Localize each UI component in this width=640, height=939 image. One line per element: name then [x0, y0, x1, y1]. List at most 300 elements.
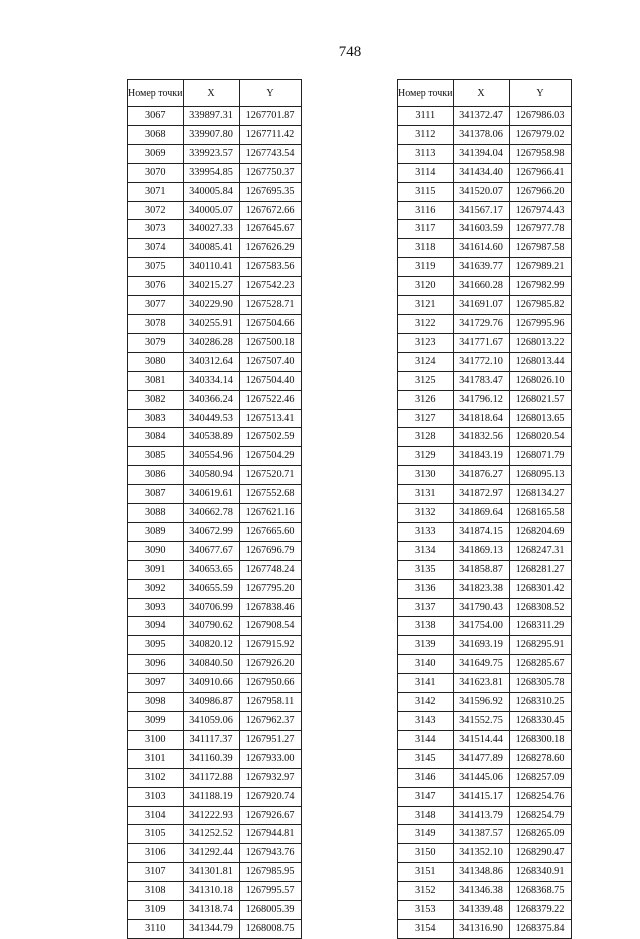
point-number-cell: 3097 — [128, 674, 184, 693]
table-row — [398, 485, 572, 504]
table-row — [128, 636, 302, 655]
table-row — [398, 882, 572, 901]
x-cell: 340655.59 — [183, 579, 239, 598]
point-number-cell: 3140 — [398, 655, 454, 674]
y-cell: 1268013.65 — [509, 409, 571, 428]
table-row — [398, 674, 572, 693]
y-cell: 1267513.41 — [239, 409, 301, 428]
point-number-cell: 3098 — [128, 693, 184, 712]
point-number-cell: 3076 — [128, 277, 184, 296]
point-number-cell: 3145 — [398, 749, 454, 768]
x-cell: 340286.28 — [183, 333, 239, 352]
y-cell: 1268265.09 — [509, 825, 571, 844]
y-cell: 1267504.40 — [239, 371, 301, 390]
point-number-cell: 3136 — [398, 579, 454, 598]
y-cell: 1267989.21 — [509, 258, 571, 277]
x-cell: 341310.18 — [183, 882, 239, 901]
point-number-cell: 3139 — [398, 636, 454, 655]
table-row — [398, 201, 572, 220]
table-row — [128, 844, 302, 863]
x-cell: 341172.88 — [183, 768, 239, 787]
table-row — [398, 371, 572, 390]
table-row — [398, 144, 572, 163]
point-number-cell: 3092 — [128, 579, 184, 598]
x-cell: 340677.67 — [183, 541, 239, 560]
x-cell: 341843.19 — [453, 447, 509, 466]
x-cell: 341869.64 — [453, 504, 509, 523]
point-number-cell: 3137 — [398, 598, 454, 617]
x-cell: 341514.44 — [453, 730, 509, 749]
y-cell: 1268310.25 — [509, 693, 571, 712]
table-row — [128, 352, 302, 371]
point-number-cell: 3126 — [398, 390, 454, 409]
x-cell: 341316.90 — [453, 919, 509, 938]
header-x: X — [453, 80, 509, 107]
table-row — [128, 882, 302, 901]
point-number-cell: 3138 — [398, 617, 454, 636]
point-number-cell: 3151 — [398, 863, 454, 882]
x-cell: 340820.12 — [183, 636, 239, 655]
y-cell: 1268257.09 — [509, 768, 571, 787]
point-number-cell: 3120 — [398, 277, 454, 296]
page-number: 748 — [338, 44, 362, 60]
y-cell: 1268071.79 — [509, 447, 571, 466]
point-number-cell: 3102 — [128, 768, 184, 787]
y-cell: 1267701.87 — [239, 107, 301, 126]
y-cell: 1268295.91 — [509, 636, 571, 655]
table-body-left — [128, 107, 302, 939]
x-cell: 339907.80 — [183, 125, 239, 144]
x-cell: 341876.27 — [453, 466, 509, 485]
table-row — [398, 598, 572, 617]
x-cell: 341567.17 — [453, 201, 509, 220]
point-number-cell: 3075 — [128, 258, 184, 277]
x-cell: 341649.75 — [453, 655, 509, 674]
x-cell: 341772.10 — [453, 352, 509, 371]
table-row — [398, 579, 572, 598]
y-cell: 1267696.79 — [239, 541, 301, 560]
x-cell: 341869.13 — [453, 541, 509, 560]
x-cell: 341378.06 — [453, 125, 509, 144]
table-row — [398, 352, 572, 371]
point-number-cell: 3107 — [128, 863, 184, 882]
x-cell: 341693.19 — [453, 636, 509, 655]
x-cell: 340085.41 — [183, 239, 239, 258]
x-cell: 341394.04 — [453, 144, 509, 163]
point-number-cell: 3150 — [398, 844, 454, 863]
table-header-row — [398, 80, 572, 107]
table-row — [398, 693, 572, 712]
table-row — [398, 636, 572, 655]
table-row — [398, 863, 572, 882]
y-cell: 1268301.42 — [509, 579, 571, 598]
x-cell: 341059.06 — [183, 712, 239, 731]
x-cell: 341348.86 — [453, 863, 509, 882]
y-cell: 1267920.74 — [239, 787, 301, 806]
y-cell: 1268134.27 — [509, 485, 571, 504]
table-row — [398, 314, 572, 333]
y-cell: 1267951.27 — [239, 730, 301, 749]
y-cell: 1267979.02 — [509, 125, 571, 144]
point-number-cell: 3143 — [398, 712, 454, 731]
table-row — [128, 712, 302, 731]
table-row — [128, 258, 302, 277]
point-number-cell: 3105 — [128, 825, 184, 844]
x-cell: 340334.14 — [183, 371, 239, 390]
x-cell: 340366.24 — [183, 390, 239, 409]
table-row — [398, 541, 572, 560]
point-number-cell: 3117 — [398, 220, 454, 239]
y-cell: 1267583.56 — [239, 258, 301, 277]
table-row — [128, 504, 302, 523]
table-row — [128, 825, 302, 844]
table-row — [398, 712, 572, 731]
y-cell: 1268305.78 — [509, 674, 571, 693]
x-cell: 340005.84 — [183, 182, 239, 201]
point-number-cell: 3152 — [398, 882, 454, 901]
table-row — [398, 730, 572, 749]
table-row — [398, 919, 572, 938]
x-cell: 341783.47 — [453, 371, 509, 390]
point-number-cell: 3083 — [128, 409, 184, 428]
x-cell: 341639.77 — [453, 258, 509, 277]
y-cell: 1267621.16 — [239, 504, 301, 523]
y-cell: 1268340.91 — [509, 863, 571, 882]
x-cell: 341352.10 — [453, 844, 509, 863]
table-row — [398, 560, 572, 579]
table-row — [128, 598, 302, 617]
point-number-cell: 3099 — [128, 712, 184, 731]
point-number-cell: 3103 — [128, 787, 184, 806]
y-cell: 1267795.20 — [239, 579, 301, 598]
y-cell: 1267995.96 — [509, 314, 571, 333]
x-cell: 341614.60 — [453, 239, 509, 258]
x-cell: 339954.85 — [183, 163, 239, 182]
x-cell: 341552.75 — [453, 712, 509, 731]
table-row — [398, 768, 572, 787]
y-cell: 1267995.57 — [239, 882, 301, 901]
y-cell: 1267908.54 — [239, 617, 301, 636]
x-cell: 341603.59 — [453, 220, 509, 239]
table-row — [398, 447, 572, 466]
x-cell: 340027.33 — [183, 220, 239, 239]
table-row — [128, 485, 302, 504]
point-number-cell: 3129 — [398, 447, 454, 466]
y-cell: 1268204.69 — [509, 522, 571, 541]
point-number-cell: 3100 — [128, 730, 184, 749]
table-row — [398, 617, 572, 636]
y-cell: 1267966.20 — [509, 182, 571, 201]
point-number-cell: 3119 — [398, 258, 454, 277]
table-row — [398, 220, 572, 239]
point-number-cell: 3108 — [128, 882, 184, 901]
y-cell: 1267926.20 — [239, 655, 301, 674]
table-row — [128, 428, 302, 447]
x-cell: 341729.76 — [453, 314, 509, 333]
table-row — [398, 428, 572, 447]
table-row — [398, 182, 572, 201]
point-number-cell: 3069 — [128, 144, 184, 163]
y-cell: 1267982.99 — [509, 277, 571, 296]
table-row — [128, 390, 302, 409]
header-x: X — [183, 80, 239, 107]
y-cell: 1267672.66 — [239, 201, 301, 220]
y-cell: 1267502.59 — [239, 428, 301, 447]
table-row — [398, 296, 572, 315]
point-number-cell: 3093 — [128, 598, 184, 617]
x-cell: 340110.41 — [183, 258, 239, 277]
y-cell: 1268281.27 — [509, 560, 571, 579]
x-cell: 341415.17 — [453, 787, 509, 806]
header-y: Y — [239, 80, 301, 107]
y-cell: 1267985.82 — [509, 296, 571, 315]
table-row — [128, 333, 302, 352]
x-cell: 340538.89 — [183, 428, 239, 447]
table-row — [128, 201, 302, 220]
y-cell: 1267552.68 — [239, 485, 301, 504]
table-row — [398, 163, 572, 182]
point-number-cell: 3121 — [398, 296, 454, 315]
point-number-cell: 3095 — [128, 636, 184, 655]
x-cell: 341346.38 — [453, 882, 509, 901]
y-cell: 1267933.00 — [239, 749, 301, 768]
x-cell: 340706.99 — [183, 598, 239, 617]
table-row — [128, 655, 302, 674]
table-row — [128, 787, 302, 806]
y-cell: 1268020.54 — [509, 428, 571, 447]
y-cell: 1268300.18 — [509, 730, 571, 749]
x-cell: 340619.61 — [183, 485, 239, 504]
y-cell: 1267645.67 — [239, 220, 301, 239]
y-cell: 1267958.11 — [239, 693, 301, 712]
y-cell: 1268247.31 — [509, 541, 571, 560]
point-number-cell: 3144 — [398, 730, 454, 749]
table-row — [128, 901, 302, 920]
point-number-cell: 3109 — [128, 901, 184, 920]
table-body-right — [398, 107, 572, 939]
table-row — [128, 220, 302, 239]
x-cell: 341790.43 — [453, 598, 509, 617]
point-number-cell: 3086 — [128, 466, 184, 485]
y-cell: 1267711.42 — [239, 125, 301, 144]
y-cell: 1268290.47 — [509, 844, 571, 863]
point-number-cell: 3112 — [398, 125, 454, 144]
point-number-cell: 3096 — [128, 655, 184, 674]
x-cell: 341874.15 — [453, 522, 509, 541]
table-row — [128, 693, 302, 712]
point-number-cell: 3070 — [128, 163, 184, 182]
y-cell: 1267962.37 — [239, 712, 301, 731]
x-cell: 341339.48 — [453, 901, 509, 920]
point-number-cell: 3104 — [128, 806, 184, 825]
point-number-cell: 3071 — [128, 182, 184, 201]
table-row — [398, 655, 572, 674]
x-cell: 340653.65 — [183, 560, 239, 579]
y-cell: 1268368.75 — [509, 882, 571, 901]
y-cell: 1267926.67 — [239, 806, 301, 825]
y-cell: 1267626.29 — [239, 239, 301, 258]
header-point-number: Номер точки — [398, 80, 454, 107]
table-row — [398, 901, 572, 920]
table-row — [398, 522, 572, 541]
x-cell: 341222.93 — [183, 806, 239, 825]
x-cell: 340449.53 — [183, 409, 239, 428]
y-cell: 1267932.97 — [239, 768, 301, 787]
point-number-cell: 3106 — [128, 844, 184, 863]
x-cell: 341832.56 — [453, 428, 509, 447]
y-cell: 1268311.29 — [509, 617, 571, 636]
y-cell: 1268254.79 — [509, 806, 571, 825]
table-row — [398, 125, 572, 144]
table-row — [128, 749, 302, 768]
point-number-cell: 3148 — [398, 806, 454, 825]
table-row — [398, 107, 572, 126]
table-row — [398, 825, 572, 844]
y-cell: 1268375.84 — [509, 919, 571, 938]
table-header-row — [128, 80, 302, 107]
y-cell: 1267838.46 — [239, 598, 301, 617]
y-cell: 1268165.58 — [509, 504, 571, 523]
x-cell: 341872.97 — [453, 485, 509, 504]
x-cell: 341596.92 — [453, 693, 509, 712]
x-cell: 340215.27 — [183, 277, 239, 296]
y-cell: 1268005.39 — [239, 901, 301, 920]
y-cell: 1267943.76 — [239, 844, 301, 863]
x-cell: 340790.62 — [183, 617, 239, 636]
point-number-cell: 3082 — [128, 390, 184, 409]
point-number-cell: 3073 — [128, 220, 184, 239]
point-number-cell: 3127 — [398, 409, 454, 428]
x-cell: 340005.07 — [183, 201, 239, 220]
table-row — [398, 749, 572, 768]
table-row — [398, 258, 572, 277]
point-number-cell: 3077 — [128, 296, 184, 315]
point-number-cell: 3067 — [128, 107, 184, 126]
table-row — [128, 182, 302, 201]
table-row — [128, 296, 302, 315]
x-cell: 340312.64 — [183, 352, 239, 371]
y-cell: 1267500.18 — [239, 333, 301, 352]
x-cell: 341771.67 — [453, 333, 509, 352]
x-cell: 339897.31 — [183, 107, 239, 126]
x-cell: 341387.57 — [453, 825, 509, 844]
y-cell: 1267958.98 — [509, 144, 571, 163]
x-cell: 340672.99 — [183, 522, 239, 541]
y-cell: 1267986.03 — [509, 107, 571, 126]
y-cell: 1267695.35 — [239, 182, 301, 201]
table-row — [128, 277, 302, 296]
y-cell: 1267504.29 — [239, 447, 301, 466]
point-number-cell: 3080 — [128, 352, 184, 371]
point-number-cell: 3068 — [128, 125, 184, 144]
y-cell: 1268013.22 — [509, 333, 571, 352]
table-row — [398, 333, 572, 352]
y-cell: 1267542.23 — [239, 277, 301, 296]
table-row — [128, 579, 302, 598]
x-cell: 341796.12 — [453, 390, 509, 409]
coordinates-table-right — [397, 79, 572, 939]
x-cell: 340986.87 — [183, 693, 239, 712]
table-row — [398, 277, 572, 296]
y-cell: 1267985.95 — [239, 863, 301, 882]
point-number-cell: 3146 — [398, 768, 454, 787]
point-number-cell: 3131 — [398, 485, 454, 504]
y-cell: 1267950.66 — [239, 674, 301, 693]
point-number-cell: 3154 — [398, 919, 454, 938]
y-cell: 1267528.71 — [239, 296, 301, 315]
table-row — [128, 125, 302, 144]
point-number-cell: 3114 — [398, 163, 454, 182]
table-row — [398, 844, 572, 863]
point-number-cell: 3084 — [128, 428, 184, 447]
y-cell: 1267974.43 — [509, 201, 571, 220]
table-row — [128, 447, 302, 466]
table-row — [128, 522, 302, 541]
point-number-cell: 3122 — [398, 314, 454, 333]
x-cell: 341301.81 — [183, 863, 239, 882]
table-row — [128, 541, 302, 560]
table-row — [128, 730, 302, 749]
point-number-cell: 3091 — [128, 560, 184, 579]
point-number-cell: 3134 — [398, 541, 454, 560]
y-cell: 1268095.13 — [509, 466, 571, 485]
point-number-cell: 3125 — [398, 371, 454, 390]
x-cell: 340840.50 — [183, 655, 239, 674]
point-number-cell: 3101 — [128, 749, 184, 768]
x-cell: 341520.07 — [453, 182, 509, 201]
point-number-cell: 3153 — [398, 901, 454, 920]
point-number-cell: 3130 — [398, 466, 454, 485]
table-row — [128, 806, 302, 825]
table-row — [398, 409, 572, 428]
point-number-cell: 3116 — [398, 201, 454, 220]
point-number-cell: 3133 — [398, 522, 454, 541]
point-number-cell: 3081 — [128, 371, 184, 390]
x-cell: 341754.00 — [453, 617, 509, 636]
x-cell: 341858.87 — [453, 560, 509, 579]
table-row — [128, 863, 302, 882]
x-cell: 341372.47 — [453, 107, 509, 126]
x-cell: 339923.57 — [183, 144, 239, 163]
x-cell: 341445.06 — [453, 768, 509, 787]
x-cell: 341660.28 — [453, 277, 509, 296]
y-cell: 1268308.52 — [509, 598, 571, 617]
table-row — [398, 239, 572, 258]
x-cell: 341434.40 — [453, 163, 509, 182]
point-number-cell: 3089 — [128, 522, 184, 541]
point-number-cell: 3135 — [398, 560, 454, 579]
table-row — [128, 314, 302, 333]
x-cell: 340554.96 — [183, 447, 239, 466]
table-row — [128, 919, 302, 938]
y-cell: 1267507.40 — [239, 352, 301, 371]
point-number-cell: 3085 — [128, 447, 184, 466]
table-row — [398, 504, 572, 523]
x-cell: 341188.19 — [183, 787, 239, 806]
x-cell: 341413.79 — [453, 806, 509, 825]
x-cell: 340580.94 — [183, 466, 239, 485]
point-number-cell: 3078 — [128, 314, 184, 333]
y-cell: 1267522.46 — [239, 390, 301, 409]
x-cell: 341117.37 — [183, 730, 239, 749]
table-row — [128, 107, 302, 126]
y-cell: 1267520.71 — [239, 466, 301, 485]
y-cell: 1268330.45 — [509, 712, 571, 731]
point-number-cell: 3124 — [398, 352, 454, 371]
y-cell: 1267987.58 — [509, 239, 571, 258]
point-number-cell: 3142 — [398, 693, 454, 712]
y-cell: 1267977.78 — [509, 220, 571, 239]
